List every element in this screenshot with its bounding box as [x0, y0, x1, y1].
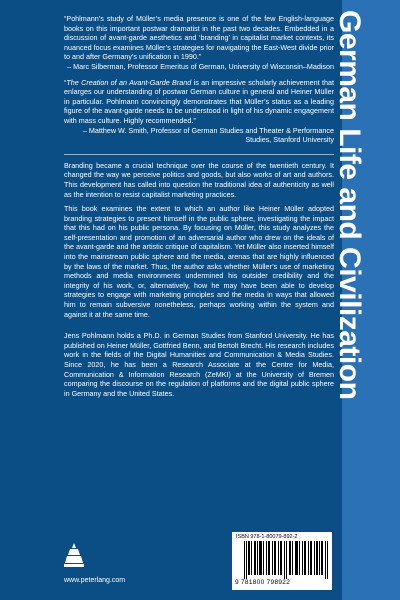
endorsement-2-attribution: – Matthew W. Smith, Professor of German Studies and Theater & Performance Studies, Stanford University [82, 125, 334, 145]
endorsement-2-open-quote: “ [64, 77, 67, 87]
cover-text-block [64, 14, 334, 398]
endorsement-2-body: is an impressive scholarly achievement that enlarges our understanding of postwar German culture in general and Heiner Müller in particular. Pohlmann convincingly demonstrates that Müller’s status as a leading figure of the avant-garde needs to be understood in light of his dynamic engagement with mass culture. Highly recommended.” [64, 77, 334, 125]
isbn-digits: 9 781800 798922 [235, 579, 291, 586]
publisher-website[interactable]: www.peterlang.com [64, 577, 126, 584]
barcode-box [232, 532, 332, 590]
endorsement-1-attribution: – Marc Silberman, Professor Emeritus of German, University of Wisconsin–Madison [67, 61, 334, 71]
divider [64, 154, 334, 155]
author-bio: Jens Pohlmann holds a Ph.D. in German Studies from Stanford University. He has published on Heiner Müller, Gottfried Benn, and Bertolt Brecht. His research includes work in the fields of the Digital Humanities and Communication & Media Studies. Since 2020, he has been a Research Associate at the Centre for Media, Communication & Information Research (ZeMKI) at the University of Bremen comparing the discourse on the regulation of platforms and the digital public sphere in Germany and the United States. [64, 331, 334, 398]
endorsement-1 [64, 14, 334, 72]
endorsement-1-text: “Pohlmann’s study of Müller’s media presence is one of the few English-language books on this important postwar dramatist in the past two decades. Embedded in a discussion of avant-garde aesthetics and ‘branding’ in capitalist market contexts, its nuanced focus examines Müller’s strategies for navigating the East-West divide prior to and after Germany’s unification in 1990.” [64, 14, 334, 62]
endorsement-2-book-title: The Creation of an Avant-Garde Brand [66, 77, 192, 87]
barcode-icon [244, 541, 328, 579]
endorsement-2-text [64, 78, 334, 126]
isbn-label: ISBN 978-1-80079-892-2 [236, 534, 298, 540]
endorsement-2 [64, 78, 334, 145]
description-paragraph-1: Branding became a crucial technique over the course of the twentieth century. It changed the way we perceive politics and goods, but also works of art and authors. This development has called into question the traditional idea of authenticity as well as the intention to resist capitalist marketing practices. [64, 160, 334, 199]
publisher-logo-icon [64, 542, 84, 568]
series-title: German Life and Civilization [333, 10, 366, 400]
description-paragraph-2: This book examines the extent to which an author like Heiner Müller adopted branding strategies to present himself in the public sphere, investigating the impact that this had on his public persona. By focusing on Müller, this study analyzes the self-presentation and promotion of an adversarial author who drew on the ideals of the avant-garde and the artistic critique of capitalism. Yet Müller also inserted himself into the mainstream public sphere and the media, arenas that are highly influenced by the laws of the market. Thus, the author asks whether Müller’s use of marketing methods and media environments undermined his outsider credibility and the integrity of his work, or, alternatively, how he may have been able to develop strategies to engage with marketing principles and the media in ways that allowed him to remain subversive nonetheless, perhaps working within the system and against it at the same time. [64, 204, 334, 319]
